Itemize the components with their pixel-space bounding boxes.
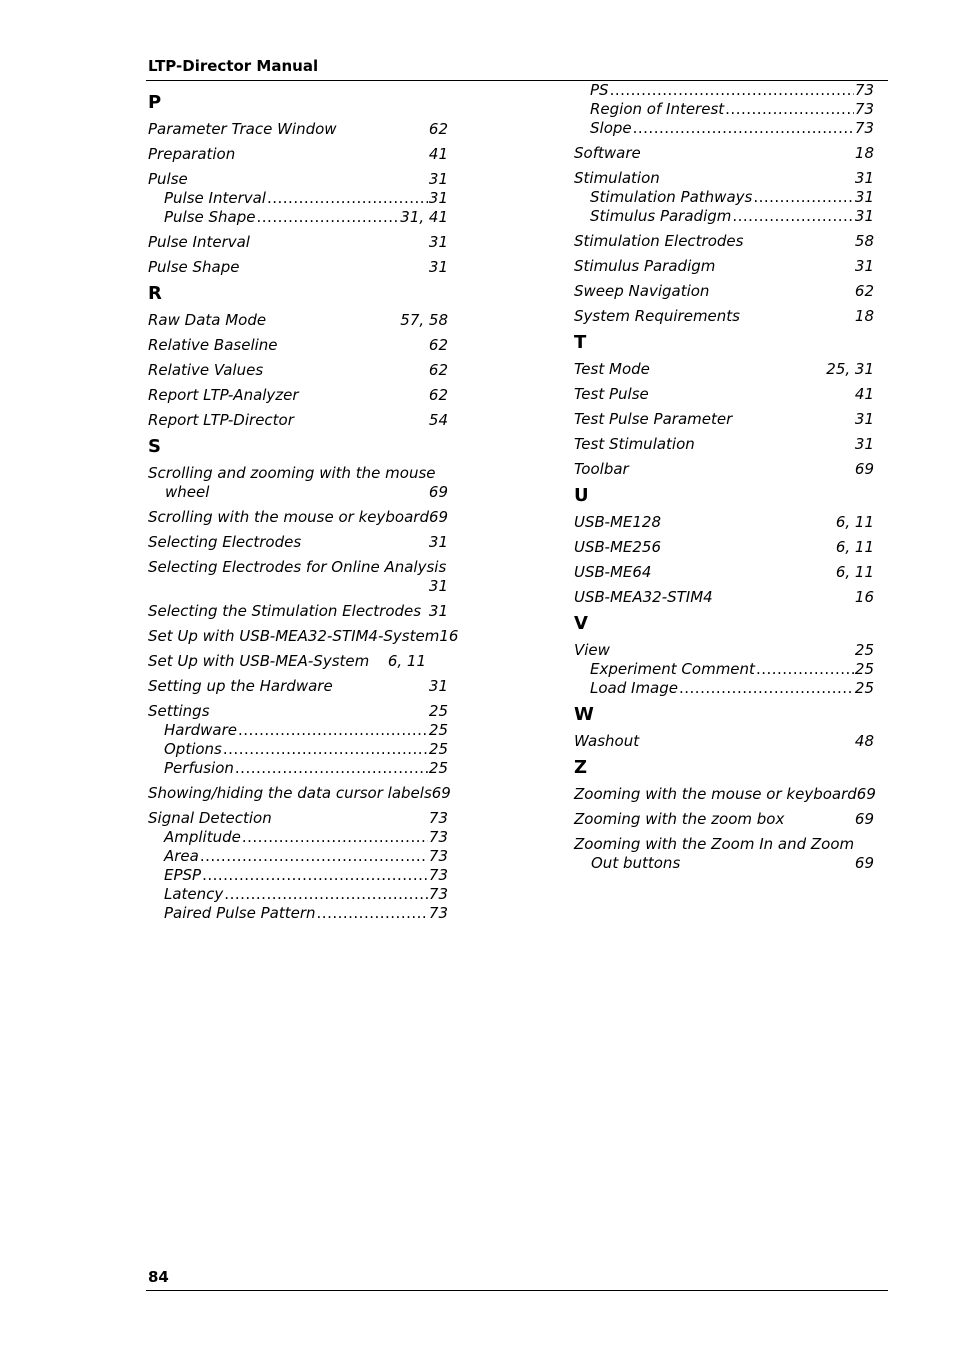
index-letter-s: S: [148, 436, 161, 457]
index-letter-r: R: [148, 283, 162, 304]
index-entry: Zooming with the zoom box 69: [574, 810, 874, 828]
index-letter-v: V: [574, 613, 588, 634]
index-entry: Zooming with the mouse or keyboard 69: [574, 785, 876, 803]
index-entry: Raw Data Mode 57, 58: [148, 311, 448, 329]
index-subentry: Load Image ..... 25: [574, 679, 874, 698]
index-entry: Parameter Trace Window 62: [148, 120, 448, 138]
index-entry: Settings 25: [148, 702, 448, 720]
index-entry: Toolbar 69: [574, 460, 874, 478]
index-subentry: Hardware ..... 25: [148, 721, 448, 740]
index-entry: Zooming with the Zoom In and Zoom Out buttons 69: [574, 835, 874, 872]
index-entry: Sweep Navigation 62: [574, 282, 874, 300]
index-entry: Selecting the Stimulation Electrodes 31: [148, 602, 448, 620]
index-entry: Set Up with USB-MEA32-STIM4-System 16: [148, 627, 459, 645]
index-entry: View 25: [574, 641, 874, 659]
index-subentry: Paired Pulse Pattern ..... 73: [148, 904, 448, 923]
index-subentry: Pulse Interval ..... 31: [148, 189, 448, 208]
index-entry: USB-ME64 6, 11: [574, 563, 874, 581]
index-letter-z: Z: [574, 757, 588, 778]
index-entry: Showing/hiding the data cursor labels 69: [148, 784, 451, 802]
index-entry: Selecting Electrodes for Online Analysis 31: [148, 558, 448, 595]
index-entry: Relative Values 62: [148, 361, 448, 379]
index-entry: USB-ME128 6, 11: [574, 513, 874, 531]
index-subentry: EPSP ..... 73: [148, 866, 448, 885]
index-subentry: Area ..... 73: [148, 847, 448, 866]
footer-rule: [146, 1290, 888, 1291]
index-subentry: Perfusion ..... 25: [148, 759, 448, 778]
index-letter-w: W: [574, 704, 594, 725]
running-header-title: LTP-Director Manual: [148, 57, 319, 75]
index-column-left: [148, 92, 459, 923]
index-entry: Stimulation Electrodes 58: [574, 232, 874, 250]
index-entry: System Requirements 18: [574, 307, 874, 325]
index-letter-u: U: [574, 485, 589, 506]
index-subentry: Options ..... 25: [148, 740, 448, 759]
index-entry: Stimulation 31: [574, 169, 874, 187]
index-subentry: Amplitude ..... 73: [148, 828, 448, 847]
index-entry: Pulse 31: [148, 170, 448, 188]
index-entry: Washout 48: [574, 732, 874, 750]
index-entry: Test Stimulation 31: [574, 435, 874, 453]
index-entry: Signal Detection 73: [148, 809, 448, 827]
page-number: 84: [148, 1268, 169, 1286]
index-letter-p: P: [148, 92, 162, 113]
index-subentry: Region of Interest ..... 73: [574, 100, 874, 119]
index-entry: Selecting Electrodes 31: [148, 533, 448, 551]
index-subentry: Pulse Shape ..... 31, 41: [148, 208, 448, 227]
index-entry: Report LTP-Director 54: [148, 411, 448, 429]
index-entry: Software 18: [574, 144, 874, 162]
index-entry: Pulse Shape 31: [148, 258, 448, 276]
index-entry: Setting up the Hardware 31: [148, 677, 448, 695]
index-entry: Stimulus Paradigm 31: [574, 257, 874, 275]
index-subentry: PS ..... 73: [574, 81, 874, 100]
index-entry: Set Up with USB-MEA-System 6, 11: [148, 652, 426, 670]
index-subentry: Slope ..... 73: [574, 119, 874, 138]
index-entry: Scrolling and zooming with the mouse wheel 69: [148, 464, 448, 501]
index-subentry: Stimulation Pathways ..... 31: [574, 188, 874, 207]
index-entry: Report LTP-Analyzer 62: [148, 386, 448, 404]
index-subentry: Latency ..... 73: [148, 885, 448, 904]
index-entry: USB-ME256 6, 11: [574, 538, 874, 556]
index-letter-t: T: [574, 332, 587, 353]
index-entry: Pulse Interval 31: [148, 233, 448, 251]
index-entry: Test Pulse Parameter 31: [574, 410, 874, 428]
index-entry: Test Mode 25, 31: [574, 360, 874, 378]
index-column-right: [574, 81, 874, 873]
index-entry: Preparation 41: [148, 145, 448, 163]
index-entry: Relative Baseline 62: [148, 336, 448, 354]
index-entry: USB-MEA32-STIM4 16: [574, 588, 874, 606]
index-entry: Scrolling with the mouse or keyboard 69: [148, 508, 449, 526]
index-subentry: Stimulus Paradigm ..... 31: [574, 207, 874, 226]
index-entry: Test Pulse 41: [574, 385, 874, 403]
index-subentry: Experiment Comment ..... 25: [574, 660, 874, 679]
